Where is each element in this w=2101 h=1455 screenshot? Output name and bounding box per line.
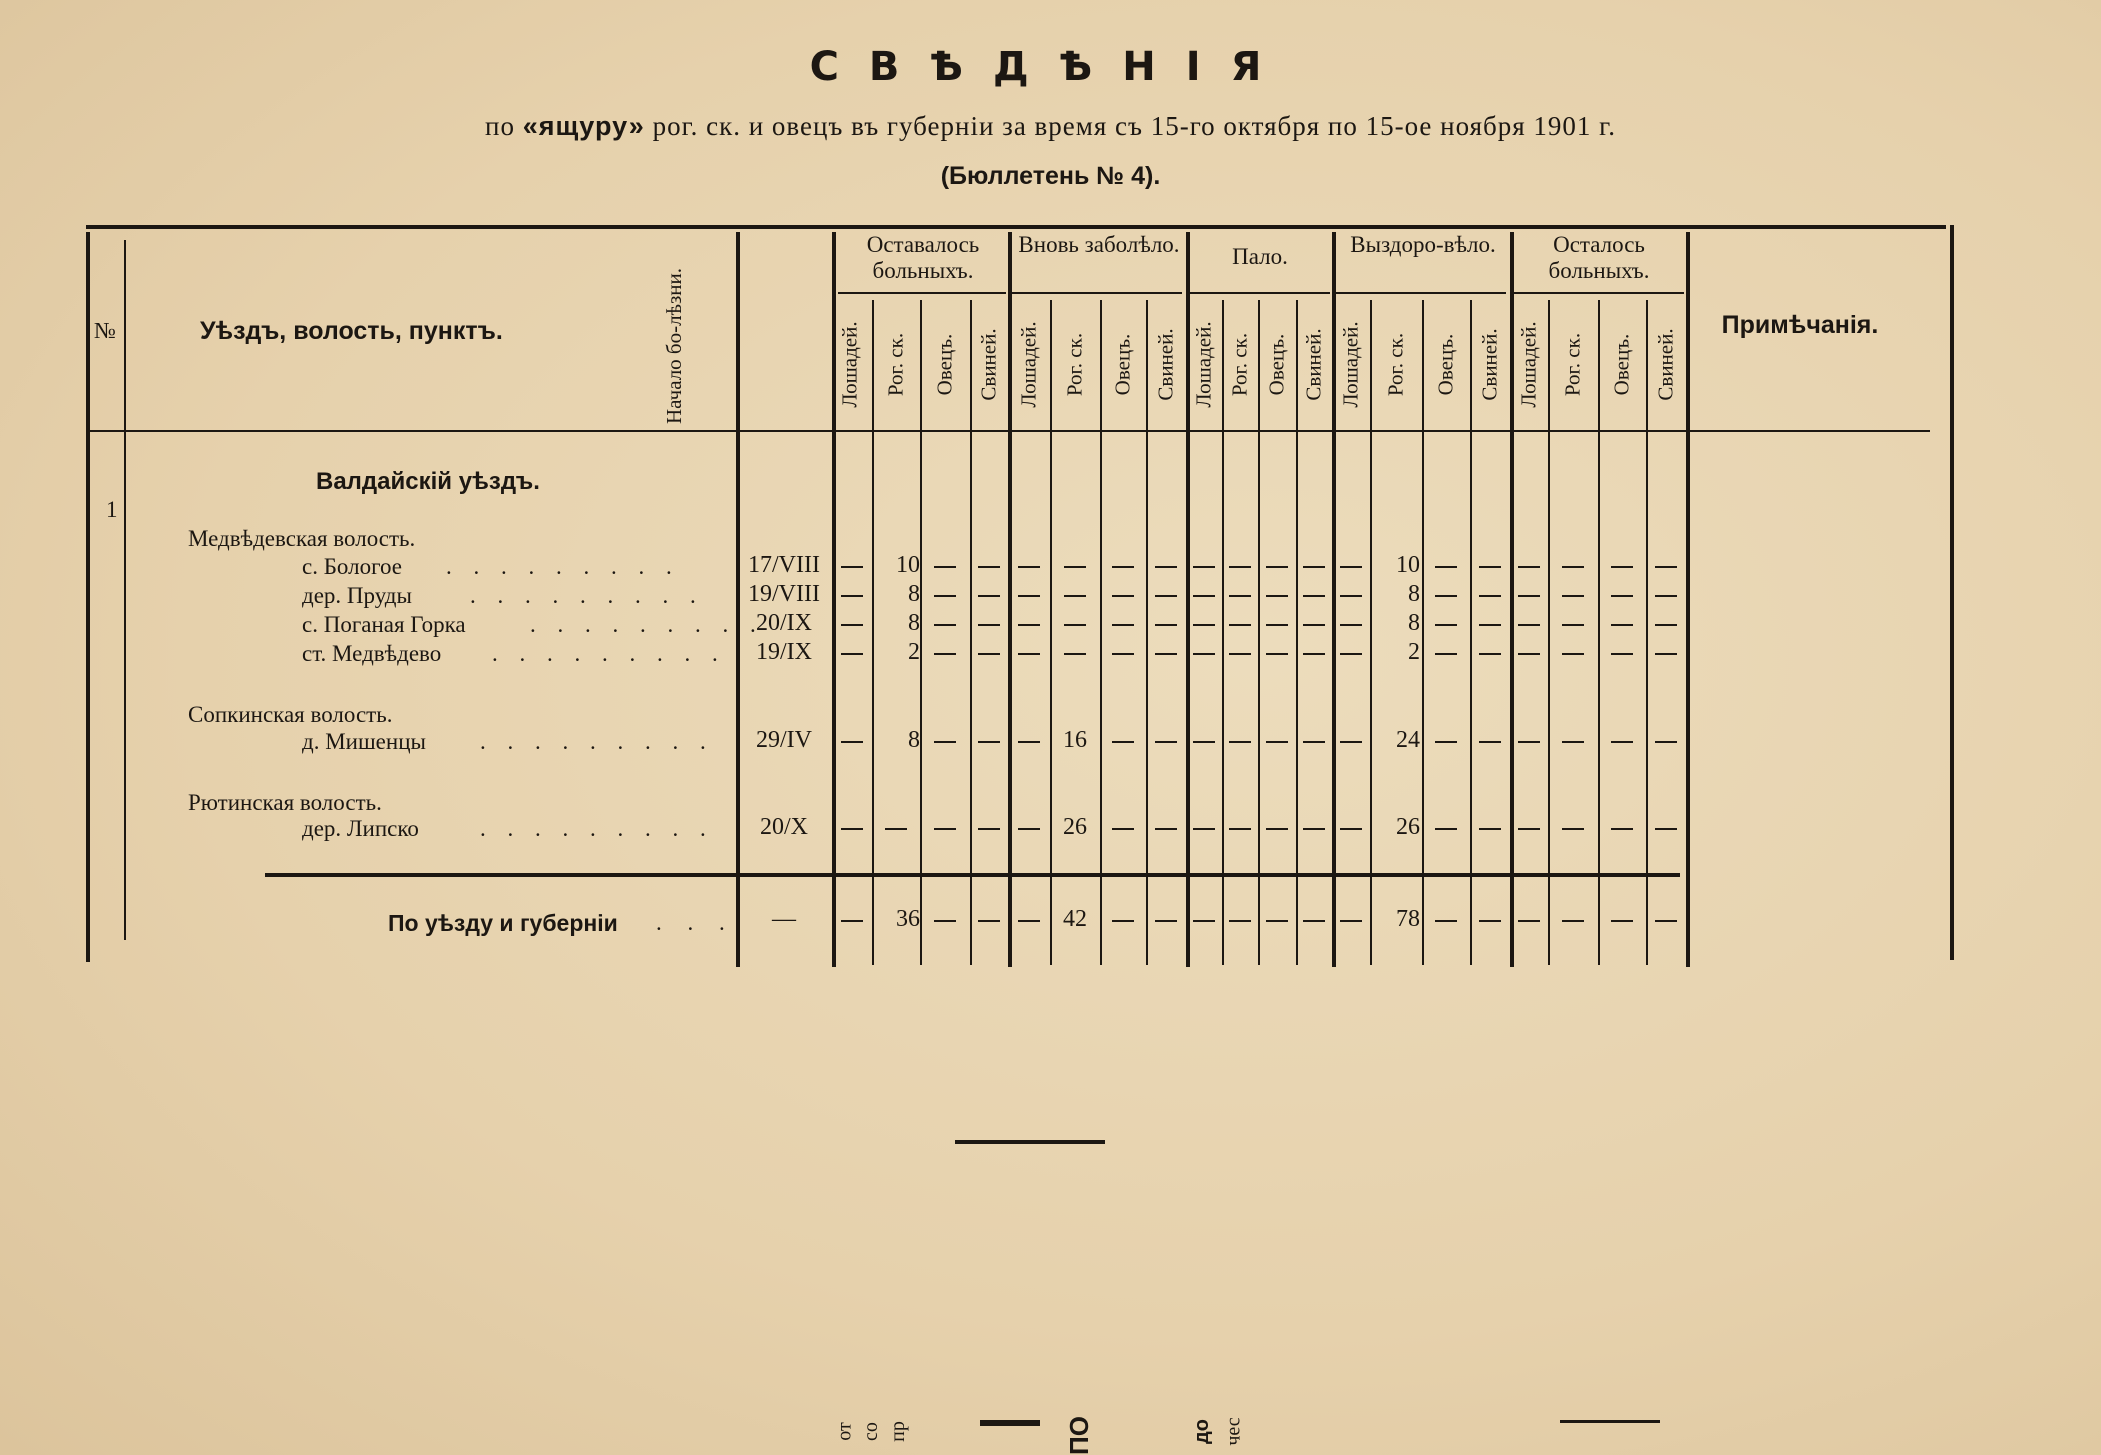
fragment-text: пр xyxy=(886,1421,909,1442)
empty-cell-dash xyxy=(1479,624,1501,626)
uezd-name: Валдайскій уѣздъ. xyxy=(316,468,540,495)
empty-cell-dash xyxy=(841,828,863,830)
col-rule xyxy=(1598,300,1600,965)
empty-cell-dash xyxy=(1655,828,1677,830)
place-name: дер. Липско xyxy=(302,816,419,841)
empty-cell-dash xyxy=(1655,624,1677,626)
group-rule xyxy=(1336,292,1506,294)
col-rule xyxy=(124,240,126,940)
recovered-cattle: 2 xyxy=(1408,639,1420,665)
empty-cell-dash xyxy=(1562,920,1584,922)
empty-cell-dash xyxy=(1340,624,1362,626)
empty-cell-dash xyxy=(1229,566,1251,568)
empty-cell-dash xyxy=(1018,595,1040,597)
remained-cattle: 2 xyxy=(908,639,920,665)
empty-cell-dash xyxy=(1340,595,1362,597)
empty-cell-dash xyxy=(1611,653,1633,655)
empty-cell-dash xyxy=(885,828,907,830)
header-group-recovered: Выздоро-вѣло. xyxy=(1350,232,1496,257)
empty-cell-dash xyxy=(934,653,956,655)
subtitle-pre: по xyxy=(485,111,515,141)
subheader-pigs: Свиней. xyxy=(1653,328,1678,401)
empty-cell-dash xyxy=(1266,741,1288,743)
subheader-cattle: Рог. ск. xyxy=(1383,332,1408,397)
remained-cattle: 8 xyxy=(908,727,920,753)
col-rule xyxy=(1146,300,1148,965)
empty-cell-dash xyxy=(1518,741,1540,743)
empty-cell-dash xyxy=(1303,624,1325,626)
empty-cell-dash xyxy=(1155,566,1177,568)
group-rule xyxy=(1514,292,1684,294)
start-date: 19/VIII xyxy=(748,581,820,607)
col-rule xyxy=(832,232,836,967)
empty-cell-dash xyxy=(1340,828,1362,830)
empty-cell-dash xyxy=(1193,920,1215,922)
recovered-cattle: 26 xyxy=(1396,814,1420,840)
empty-cell-dash xyxy=(1064,595,1086,597)
empty-cell-dash xyxy=(1155,828,1177,830)
subheader-horses: Лошадей. xyxy=(837,321,862,408)
subtitle-post: рог. ск. и овецъ въ губерніи за время съ 15-го октября по 15-ое ноября 1901 г. xyxy=(652,111,1616,141)
remained-cattle: 8 xyxy=(908,581,920,607)
empty-cell-dash xyxy=(1340,920,1362,922)
empty-cell-dash xyxy=(1266,595,1288,597)
empty-cell-dash xyxy=(1064,624,1086,626)
header-notes: Примѣчанія. xyxy=(1721,311,1879,339)
empty-cell-dash xyxy=(1340,653,1362,655)
col-rule xyxy=(1186,232,1190,967)
empty-cell-dash xyxy=(1518,828,1540,830)
table-top-rule xyxy=(86,225,1946,229)
subheader-pigs: Свиней. xyxy=(1301,328,1326,401)
empty-cell-dash xyxy=(1266,920,1288,922)
empty-cell-dash xyxy=(1193,624,1215,626)
empty-cell-dash xyxy=(1155,624,1177,626)
empty-cell-dash xyxy=(1303,653,1325,655)
empty-cell-dash xyxy=(1193,828,1215,830)
volost-name: Рютинская волость. xyxy=(188,790,382,815)
subheader-cattle: Рог. ск. xyxy=(1560,332,1585,397)
empty-cell-dash xyxy=(1112,653,1134,655)
header-district: Уѣздъ, волость, пунктъ. xyxy=(200,317,503,345)
fragment-text: от xyxy=(833,1422,856,1441)
remained-cattle: 8 xyxy=(908,610,920,636)
empty-cell-dash xyxy=(1518,653,1540,655)
subheader-horses: Лошадей. xyxy=(1016,321,1041,408)
empty-cell-dash xyxy=(978,653,1000,655)
empty-cell-dash xyxy=(1435,741,1457,743)
leader-dots: . . . . . . . . . xyxy=(446,554,680,579)
empty-cell-dash xyxy=(934,920,956,922)
col-rule xyxy=(1548,300,1550,965)
uezd-number: 1 xyxy=(106,497,118,522)
col-rule xyxy=(1422,300,1424,965)
empty-cell-dash xyxy=(1112,920,1134,922)
empty-cell-dash xyxy=(1229,920,1251,922)
col-rule xyxy=(920,300,922,965)
subheader-sheep: Овецъ. xyxy=(1433,333,1458,396)
subheader-horses: Лошадей. xyxy=(1516,321,1541,408)
empty-cell-dash xyxy=(1018,828,1040,830)
empty-cell-dash xyxy=(1611,566,1633,568)
empty-cell-dash xyxy=(978,595,1000,597)
empty-cell-dash xyxy=(1611,624,1633,626)
empty-cell-dash xyxy=(841,653,863,655)
leader-dots: . . . . . . . . . xyxy=(480,729,714,754)
empty-cell-dash xyxy=(978,920,1000,922)
volost-name: Медвѣдевская волость. xyxy=(188,526,416,551)
empty-cell-dash xyxy=(1340,566,1362,568)
empty-cell-dash xyxy=(1655,595,1677,597)
remained-cattle: 10 xyxy=(896,552,920,578)
header-group-remained: Оставалось больныхъ. xyxy=(866,232,980,283)
new-cattle: 16 xyxy=(1063,727,1087,753)
group-rule xyxy=(1012,292,1182,294)
leader-dots: . . . . . . . . . xyxy=(492,641,726,666)
subheader-cattle: Рог. ск. xyxy=(1227,332,1252,397)
empty-cell-dash xyxy=(1611,741,1633,743)
empty-cell-dash xyxy=(1435,653,1457,655)
col-rule xyxy=(1332,232,1336,967)
empty-cell-dash xyxy=(1155,920,1177,922)
empty-cell-dash xyxy=(978,624,1000,626)
col-rule xyxy=(1258,300,1260,965)
empty-cell-dash xyxy=(1193,653,1215,655)
empty-cell-dash xyxy=(1655,920,1677,922)
empty-cell-dash xyxy=(1155,741,1177,743)
fragment-rule xyxy=(980,1420,1040,1426)
empty-cell-dash xyxy=(1562,741,1584,743)
empty-cell-dash xyxy=(1229,624,1251,626)
empty-cell-dash xyxy=(1112,624,1134,626)
empty-cell-dash xyxy=(841,595,863,597)
subheader-pigs: Свиней. xyxy=(976,328,1001,401)
empty-cell-dash xyxy=(1266,653,1288,655)
place-name: дер. Пруды xyxy=(302,583,412,608)
recovered-cattle: 8 xyxy=(1408,581,1420,607)
empty-cell-dash xyxy=(978,828,1000,830)
subheader-sheep: Овецъ. xyxy=(1609,333,1634,396)
empty-cell-dash xyxy=(1435,595,1457,597)
subheader-pigs: Свиней. xyxy=(1477,328,1502,401)
total-remained-cattle: 36 xyxy=(896,906,920,932)
total-label: По уѣзду и губерніи xyxy=(388,910,618,936)
total-recovered-cattle: 78 xyxy=(1396,906,1420,932)
empty-cell-dash xyxy=(1303,741,1325,743)
fragment-text: до xyxy=(1190,1419,1213,1444)
empty-cell-dash xyxy=(1193,741,1215,743)
empty-cell-dash xyxy=(1266,828,1288,830)
empty-cell-dash xyxy=(1518,566,1540,568)
empty-cell-dash xyxy=(1655,741,1677,743)
col-rule xyxy=(1470,300,1472,965)
new-cattle: 26 xyxy=(1063,814,1087,840)
empty-cell-dash xyxy=(934,828,956,830)
empty-cell-dash xyxy=(1193,566,1215,568)
empty-cell-dash xyxy=(1064,566,1086,568)
place-name: ст. Медвѣдево xyxy=(302,641,442,666)
empty-cell-dash xyxy=(1112,828,1134,830)
subheader-sheep: Овецъ. xyxy=(932,333,957,396)
fragment-text: ПО xyxy=(1063,1416,1094,1455)
total-separator xyxy=(265,873,1680,877)
empty-cell-dash xyxy=(934,595,956,597)
leader-dots: . . . . . . . . . xyxy=(530,612,764,637)
empty-cell-dash xyxy=(841,920,863,922)
empty-cell-dash xyxy=(934,624,956,626)
empty-cell-dash xyxy=(1064,653,1086,655)
empty-cell-dash xyxy=(1518,595,1540,597)
empty-cell-dash xyxy=(1266,624,1288,626)
empty-cell-dash xyxy=(1435,920,1457,922)
bulletin-number: (Бюллетень № 4). xyxy=(940,162,1161,190)
empty-cell-dash xyxy=(1266,566,1288,568)
page-title: СВѢДѢНІЯ xyxy=(809,44,1292,90)
empty-cell-dash xyxy=(1303,566,1325,568)
subheader-sheep: Овецъ. xyxy=(1110,333,1135,396)
empty-cell-dash xyxy=(1155,595,1177,597)
empty-cell-dash xyxy=(1479,653,1501,655)
empty-cell-dash xyxy=(1229,741,1251,743)
header-group-new: Вновь заболѣло. xyxy=(1018,232,1180,257)
empty-cell-dash xyxy=(1655,653,1677,655)
empty-cell-dash xyxy=(1435,566,1457,568)
empty-cell-dash xyxy=(1479,595,1501,597)
place-name: д. Мишенцы xyxy=(302,729,426,754)
empty-cell-dash xyxy=(1303,828,1325,830)
empty-cell-dash xyxy=(1435,828,1457,830)
empty-cell-dash xyxy=(1562,653,1584,655)
col-rule xyxy=(1100,300,1102,965)
col-rule xyxy=(1050,300,1052,965)
col-rule xyxy=(1686,232,1690,967)
empty-cell-dash xyxy=(934,741,956,743)
empty-cell-dash xyxy=(841,566,863,568)
subheader-pigs: Свиней. xyxy=(1153,328,1178,401)
empty-cell-dash xyxy=(1303,920,1325,922)
empty-cell-dash xyxy=(1562,828,1584,830)
closing-rule xyxy=(955,1140,1105,1144)
subtitle xyxy=(0,111,2101,142)
subheader-horses: Лошадей. xyxy=(1338,321,1363,408)
empty-cell-dash xyxy=(978,566,1000,568)
total-start: — xyxy=(772,906,796,932)
col-rule xyxy=(970,300,972,965)
empty-cell-dash xyxy=(1018,653,1040,655)
empty-cell-dash xyxy=(1018,566,1040,568)
empty-cell-dash xyxy=(1112,595,1134,597)
empty-cell-dash xyxy=(1562,566,1584,568)
recovered-cattle: 24 xyxy=(1396,727,1420,753)
total-dots: . . . xyxy=(656,910,735,935)
fragment-text: чес xyxy=(1222,1417,1245,1446)
empty-cell-dash xyxy=(1479,741,1501,743)
group-rule xyxy=(838,292,1006,294)
subheader-cattle: Рог. ск. xyxy=(1062,332,1087,397)
empty-cell-dash xyxy=(1340,741,1362,743)
col-rule xyxy=(1296,300,1298,965)
subtitle-emphasis: «ящуру» xyxy=(522,111,645,141)
empty-cell-dash xyxy=(978,741,1000,743)
subheader-cattle: Рог. ск. xyxy=(883,332,908,397)
volost-name: Сопкинская волость. xyxy=(188,702,393,727)
empty-cell-dash xyxy=(1229,828,1251,830)
empty-cell-dash xyxy=(1518,920,1540,922)
empty-cell-dash xyxy=(1229,595,1251,597)
header-start-date: Начало бо-лѣзни. xyxy=(662,267,686,425)
empty-cell-dash xyxy=(1562,595,1584,597)
fragment-rule xyxy=(1560,1420,1660,1423)
recovered-cattle: 10 xyxy=(1396,552,1420,578)
table-right-rule xyxy=(1950,225,1954,960)
empty-cell-dash xyxy=(1112,566,1134,568)
header-number: № xyxy=(94,318,116,343)
start-date: 20/X xyxy=(760,814,808,840)
empty-cell-dash xyxy=(1611,828,1633,830)
recovered-cattle: 8 xyxy=(1408,610,1420,636)
leader-dots: . . . . . . . . . xyxy=(470,583,704,608)
empty-cell-dash xyxy=(1435,624,1457,626)
empty-cell-dash xyxy=(1611,595,1633,597)
leader-dots: . . . . . . . . . xyxy=(480,816,714,841)
start-date: 29/IV xyxy=(756,727,812,753)
empty-cell-dash xyxy=(1479,920,1501,922)
empty-cell-dash xyxy=(1018,624,1040,626)
empty-cell-dash xyxy=(1518,624,1540,626)
place-name: с. Поганая Горка xyxy=(302,612,466,637)
empty-cell-dash xyxy=(1479,828,1501,830)
col-rule xyxy=(1222,300,1224,965)
empty-cell-dash xyxy=(934,566,956,568)
col-rule xyxy=(1510,232,1514,967)
empty-cell-dash xyxy=(1479,566,1501,568)
empty-cell-dash xyxy=(1611,920,1633,922)
empty-cell-dash xyxy=(1112,741,1134,743)
start-date: 20/IX xyxy=(756,610,812,636)
subheader-horses: Лошадей. xyxy=(1191,321,1216,408)
col-rule xyxy=(1008,232,1012,967)
fragment-text: со xyxy=(859,1422,882,1441)
total-new-cattle: 42 xyxy=(1063,906,1087,932)
start-date: 19/IX xyxy=(756,639,812,665)
subheader-sheep: Овецъ. xyxy=(1264,333,1289,396)
empty-cell-dash xyxy=(1018,920,1040,922)
empty-cell-dash xyxy=(1193,595,1215,597)
empty-cell-dash xyxy=(1562,624,1584,626)
place-name: с. Бологое xyxy=(302,554,402,579)
group-rule xyxy=(1190,292,1330,294)
empty-cell-dash xyxy=(1655,566,1677,568)
header-group-left: Осталось больныхъ. xyxy=(1548,232,1650,283)
empty-cell-dash xyxy=(1018,741,1040,743)
header-group-died: Пало. xyxy=(1232,244,1288,269)
start-date: 17/VIII xyxy=(748,552,820,578)
col-rule xyxy=(1646,300,1648,965)
empty-cell-dash xyxy=(841,741,863,743)
empty-cell-dash xyxy=(1229,653,1251,655)
empty-cell-dash xyxy=(841,624,863,626)
empty-cell-dash xyxy=(1303,595,1325,597)
empty-cell-dash xyxy=(1155,653,1177,655)
